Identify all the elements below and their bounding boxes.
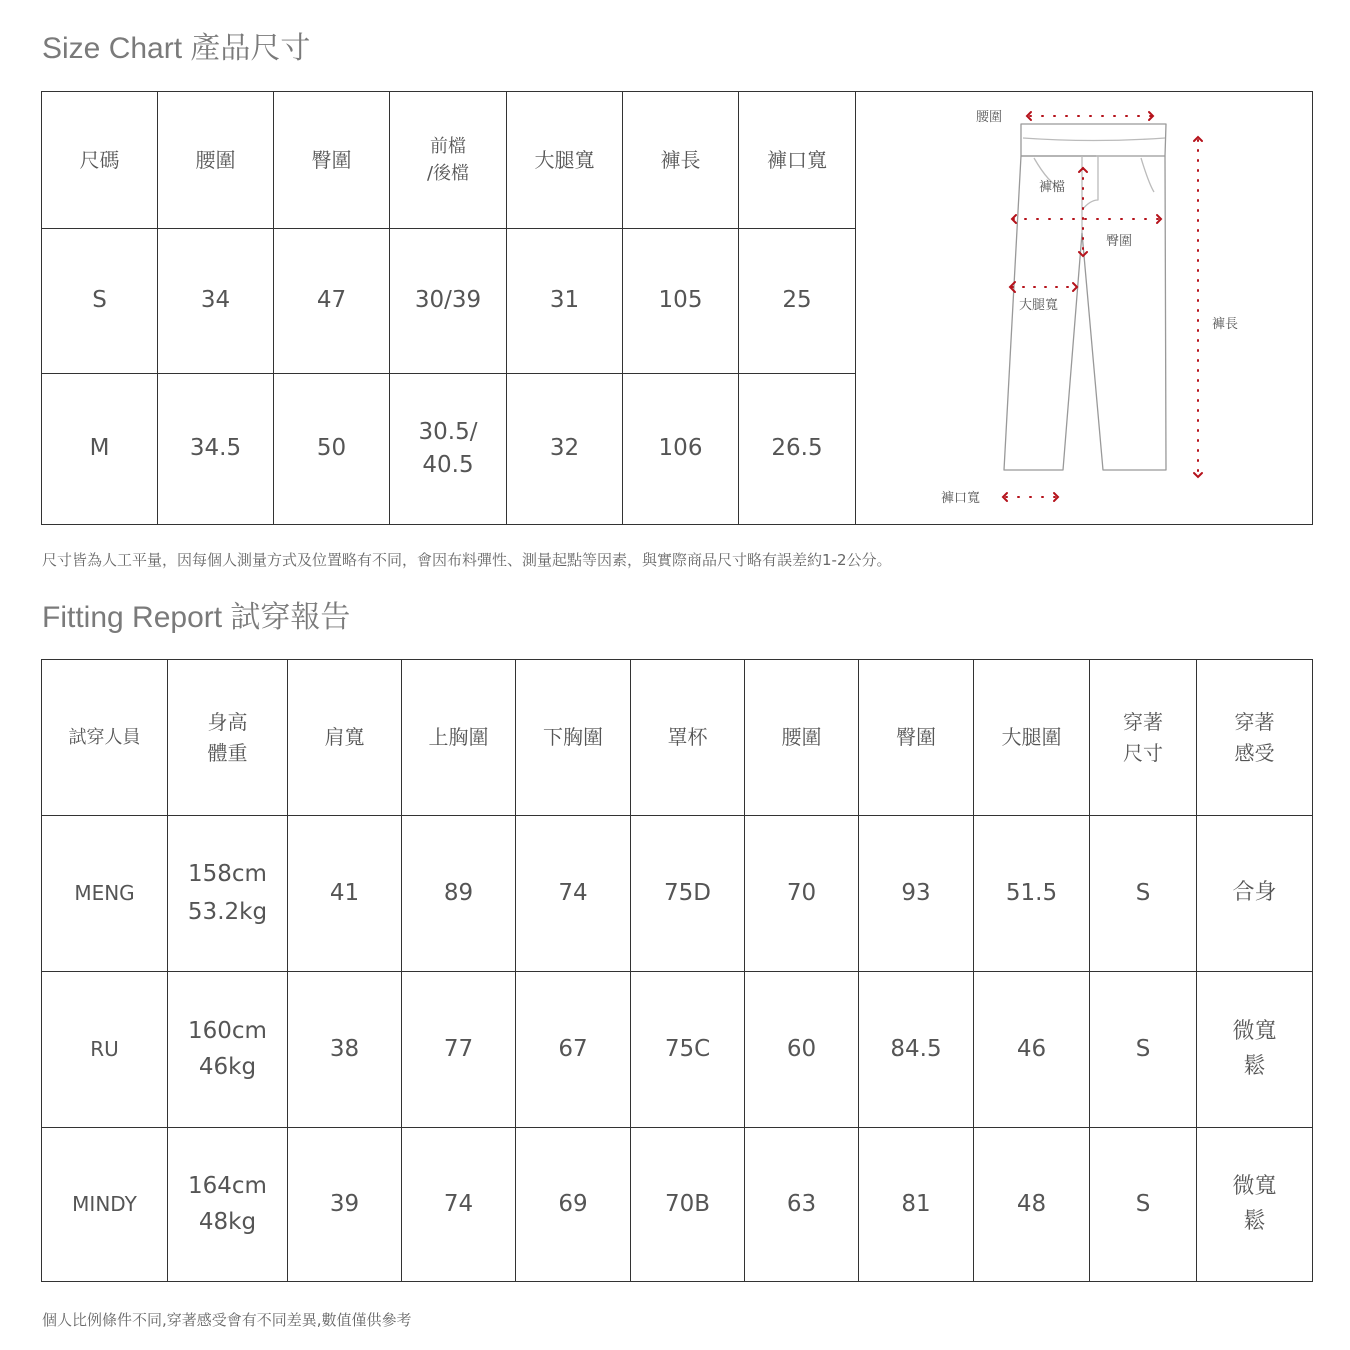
fit-feel-cell: 微寬 鬆	[1197, 1128, 1313, 1282]
header-hem: 褲口寬	[739, 92, 856, 229]
size-chart-header-row	[42, 92, 1313, 229]
waist-cell: 34.5	[158, 374, 274, 525]
length-cell: 106	[623, 374, 739, 525]
thigh-cell: 46	[974, 972, 1090, 1128]
thigh-cell: 31	[507, 229, 623, 374]
thigh-cell: 51.5	[974, 816, 1090, 972]
height-weight-cell: 158cm 53.2kg	[168, 816, 288, 972]
diagram-label-hem: 褲口寬	[941, 491, 981, 506]
hip-cell: 81	[859, 1128, 974, 1282]
thigh-cell: 32	[507, 374, 623, 525]
diagram-label-rise: 褲檔	[1039, 180, 1066, 195]
height-weight-cell: 160cm 46kg	[168, 972, 288, 1128]
rise-cell: 30/39	[390, 229, 507, 374]
shoulder-cell: 38	[288, 972, 402, 1128]
header-upper-bust: 上胸圍	[402, 660, 516, 816]
cup-cell: 70B	[631, 1128, 745, 1282]
waist-cell: 60	[745, 972, 859, 1128]
worn-size-cell: S	[1090, 972, 1197, 1128]
fitting-row-mindy	[42, 1128, 1313, 1282]
shoulder-cell: 39	[288, 1128, 402, 1282]
under-bust-cell: 69	[516, 1128, 631, 1282]
fitting-row-ru	[42, 972, 1313, 1128]
diagram-label-length: 褲長	[1212, 317, 1239, 332]
under-bust-cell: 74	[516, 816, 631, 972]
header-hip: 臀圍	[859, 660, 974, 816]
header-rise: 前檔 /後檔	[390, 92, 507, 229]
cup-cell: 75C	[631, 972, 745, 1128]
size-cell: M	[42, 374, 158, 525]
header-cup: 罩杯	[631, 660, 745, 816]
worn-size-cell: S	[1090, 1128, 1197, 1282]
pants-outline	[1004, 124, 1166, 470]
header-shoulder: 肩寬	[288, 660, 402, 816]
fit-feel-cell: 微寬 鬆	[1197, 972, 1313, 1128]
header-thigh: 大腿圍	[974, 660, 1090, 816]
hip-cell: 93	[859, 816, 974, 972]
header-waist: 腰圍	[745, 660, 859, 816]
diagram-label-hip: 臀圍	[1106, 234, 1133, 249]
fitting-report-note: 個人比例條件不同,穿著感受會有不同差異,數值僅供參考	[42, 1311, 412, 1329]
waist-cell: 70	[745, 816, 859, 972]
waist-cell: 63	[745, 1128, 859, 1282]
height-weight-cell: 164cm 48kg	[168, 1128, 288, 1282]
hip-cell: 47	[274, 229, 390, 374]
hem-cell: 25	[739, 229, 856, 374]
under-bust-cell: 67	[516, 972, 631, 1128]
header-hip: 臀圍	[274, 92, 390, 229]
header-fit-feel: 穿著 感受	[1197, 660, 1313, 816]
hem-cell: 26.5	[739, 374, 856, 525]
upper-bust-cell: 89	[402, 816, 516, 972]
header-thigh: 大腿寬	[507, 92, 623, 229]
diagram-label-thigh: 大腿寬	[1019, 298, 1059, 313]
header-length: 褲長	[623, 92, 739, 229]
header-size: 尺碼	[42, 92, 158, 229]
header-under-bust: 下胸圍	[516, 660, 631, 816]
waist-cell: 34	[158, 229, 274, 374]
cup-cell: 75D	[631, 816, 745, 972]
fitting-report-title: Fitting Report 試穿報告	[42, 601, 351, 634]
fitting-header-row	[42, 660, 1313, 816]
tester-name: MENG	[42, 816, 168, 972]
header-worn-size: 穿著 尺寸	[1090, 660, 1197, 816]
shoulder-cell: 41	[288, 816, 402, 972]
upper-bust-cell: 74	[402, 1128, 516, 1282]
length-cell: 105	[623, 229, 739, 374]
size-chart-note: 尺寸皆為人工平量，因每個人測量方式及位置略有不同，會因布料彈性、測量起點等因素，與實際商品尺寸略有誤差約1-2公分。	[42, 551, 892, 569]
size-chart-title: Size Chart 產品尺寸	[42, 32, 311, 65]
header-waist: 腰圍	[158, 92, 274, 229]
hip-cell: 84.5	[859, 972, 974, 1128]
thigh-cell: 48	[974, 1128, 1090, 1282]
diagram-label-waist: 腰圍	[976, 110, 1003, 125]
size-cell: S	[42, 229, 158, 374]
upper-bust-cell: 77	[402, 972, 516, 1128]
rise-cell: 30.5/ 40.5	[390, 374, 507, 525]
pants-diagram	[856, 92, 1313, 525]
fitting-report-table	[41, 659, 1313, 1282]
hip-cell: 50	[274, 374, 390, 525]
worn-size-cell: S	[1090, 816, 1197, 972]
size-chart-table	[41, 91, 1313, 525]
pants-diagram-svg	[856, 92, 1312, 524]
fitting-row-meng	[42, 816, 1313, 972]
tester-name: MINDY	[42, 1128, 168, 1282]
tester-name: RU	[42, 972, 168, 1128]
header-tester: 試穿人員	[42, 660, 168, 816]
fit-feel-cell: 合身	[1197, 816, 1313, 972]
header-height-weight: 身高 體重	[168, 660, 288, 816]
